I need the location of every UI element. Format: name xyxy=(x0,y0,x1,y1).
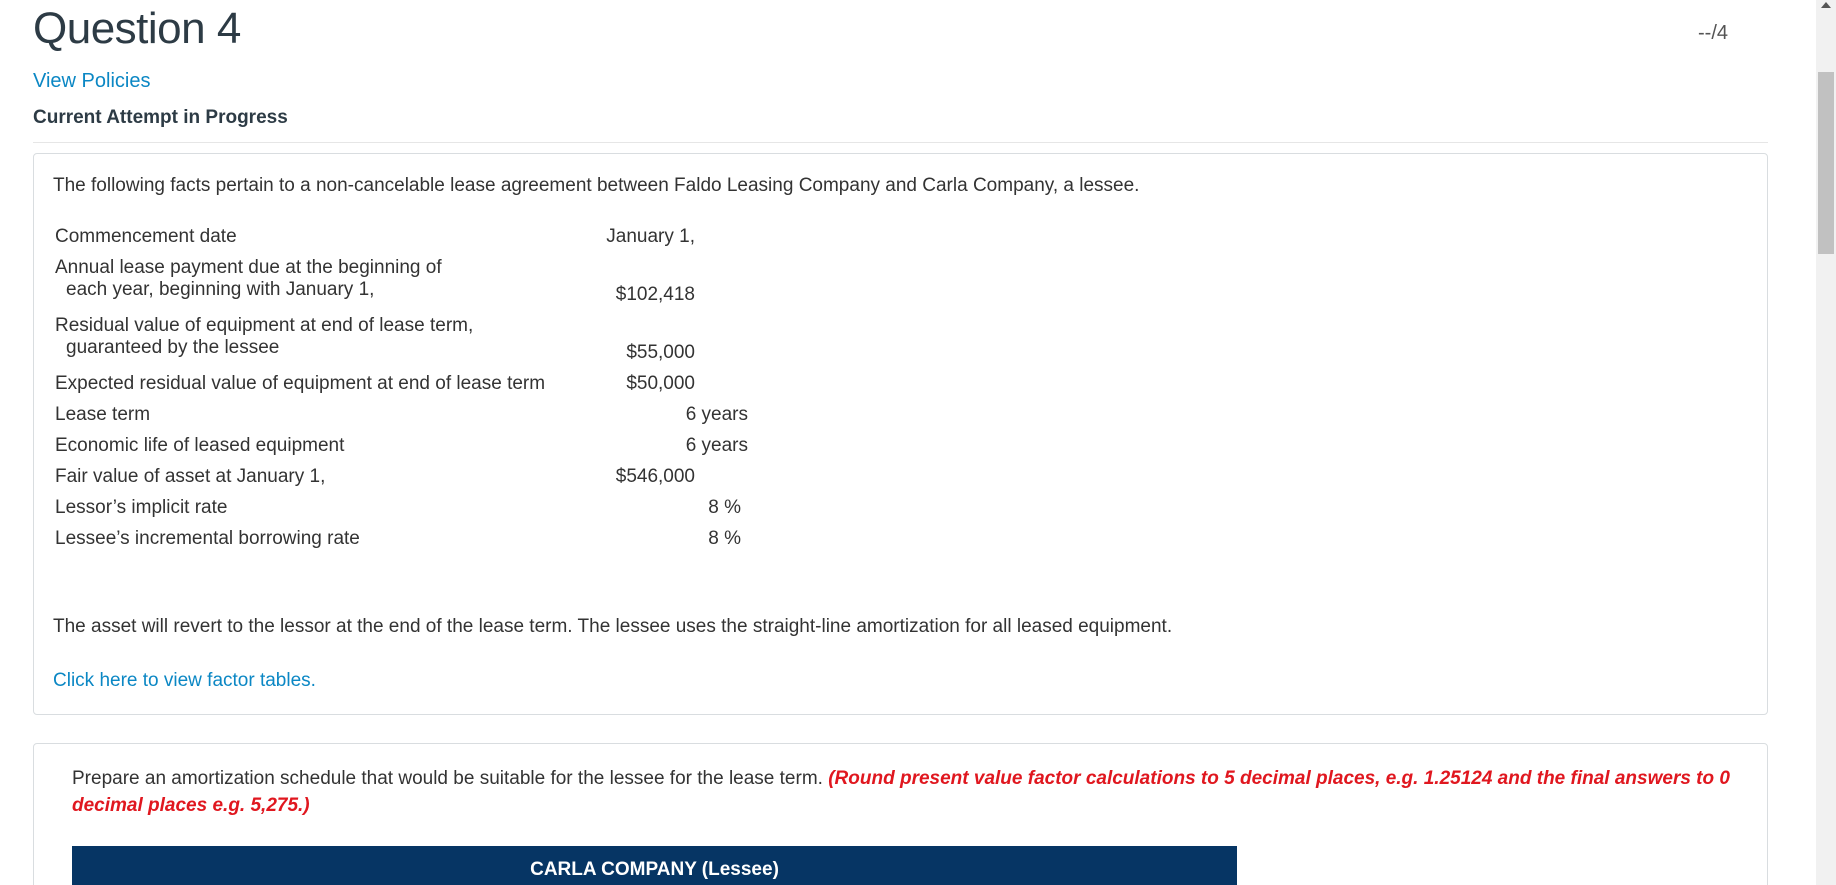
scroll-thumb[interactable] xyxy=(1818,72,1834,254)
fact-label: Lessee’s incremental borrowing rate xyxy=(55,528,360,549)
attempt-status: Current Attempt in Progress xyxy=(33,107,288,128)
fact-value: 6 years xyxy=(685,404,748,425)
fact-label: Commencement date xyxy=(55,226,237,247)
fact-value: $546,000 xyxy=(615,466,695,487)
vertical-scrollbar[interactable] xyxy=(1816,0,1836,885)
fact-value: $55,000 xyxy=(626,342,695,363)
fact-label: Expected residual value of equipment at end of lease term xyxy=(55,373,546,394)
factor-tables-link[interactable]: Click here to view factor tables. xyxy=(53,670,316,691)
question-title: Question 4 xyxy=(33,4,241,53)
fact-value: 8 % xyxy=(708,528,741,549)
fact-label-continued: guaranteed by the lessee xyxy=(66,337,280,358)
fact-value: $50,000 xyxy=(626,373,695,394)
rounding-note: (Round present value factor calculations to 5 decimal places, e.g. 1.25124 and the final answers to 0 decimal places e.g. 5,275.) xyxy=(72,768,1730,816)
fact-label: Annual lease payment due at the beginning of xyxy=(55,257,442,278)
problem-panel xyxy=(33,153,1768,715)
fact-value: January 1, xyxy=(606,226,695,247)
instruction-text: Prepare an amortization schedule that would be suitable for the lessee for the lease term. xyxy=(72,768,823,789)
fact-label: Lessor’s implicit rate xyxy=(55,497,228,518)
revert-note: The asset will revert to the lessor at the end of the lease term. The lessee uses the straight-line amortization for all leased equipment. xyxy=(53,616,1173,637)
fact-label: Lease term xyxy=(55,404,151,425)
problem-intro: The following facts pertain to a non-cancelable lease agreement between Faldo Leasing Company and Carla Company, a lessee. xyxy=(53,175,1140,196)
part-panel xyxy=(33,743,1768,885)
divider xyxy=(33,142,1768,143)
question-score: --/4 xyxy=(1698,22,1728,44)
part-instruction xyxy=(72,765,1732,819)
fact-label: Fair value of asset at January 1, xyxy=(55,466,326,487)
fact-label: Residual value of equipment at end of lease term, xyxy=(55,315,474,336)
view-policies-link[interactable]: View Policies xyxy=(33,70,151,92)
fact-value: 6 years xyxy=(685,435,748,456)
schedule-table-header: CARLA COMPANY (Lessee) xyxy=(72,846,1237,885)
scroll-up-arrow-icon[interactable] xyxy=(1821,2,1831,8)
fact-label-continued: each year, beginning with January 1, xyxy=(66,279,375,300)
fact-label: Economic life of leased equipment xyxy=(55,435,345,456)
fact-value: 8 % xyxy=(708,497,741,518)
fact-value: $102,418 xyxy=(615,284,695,305)
